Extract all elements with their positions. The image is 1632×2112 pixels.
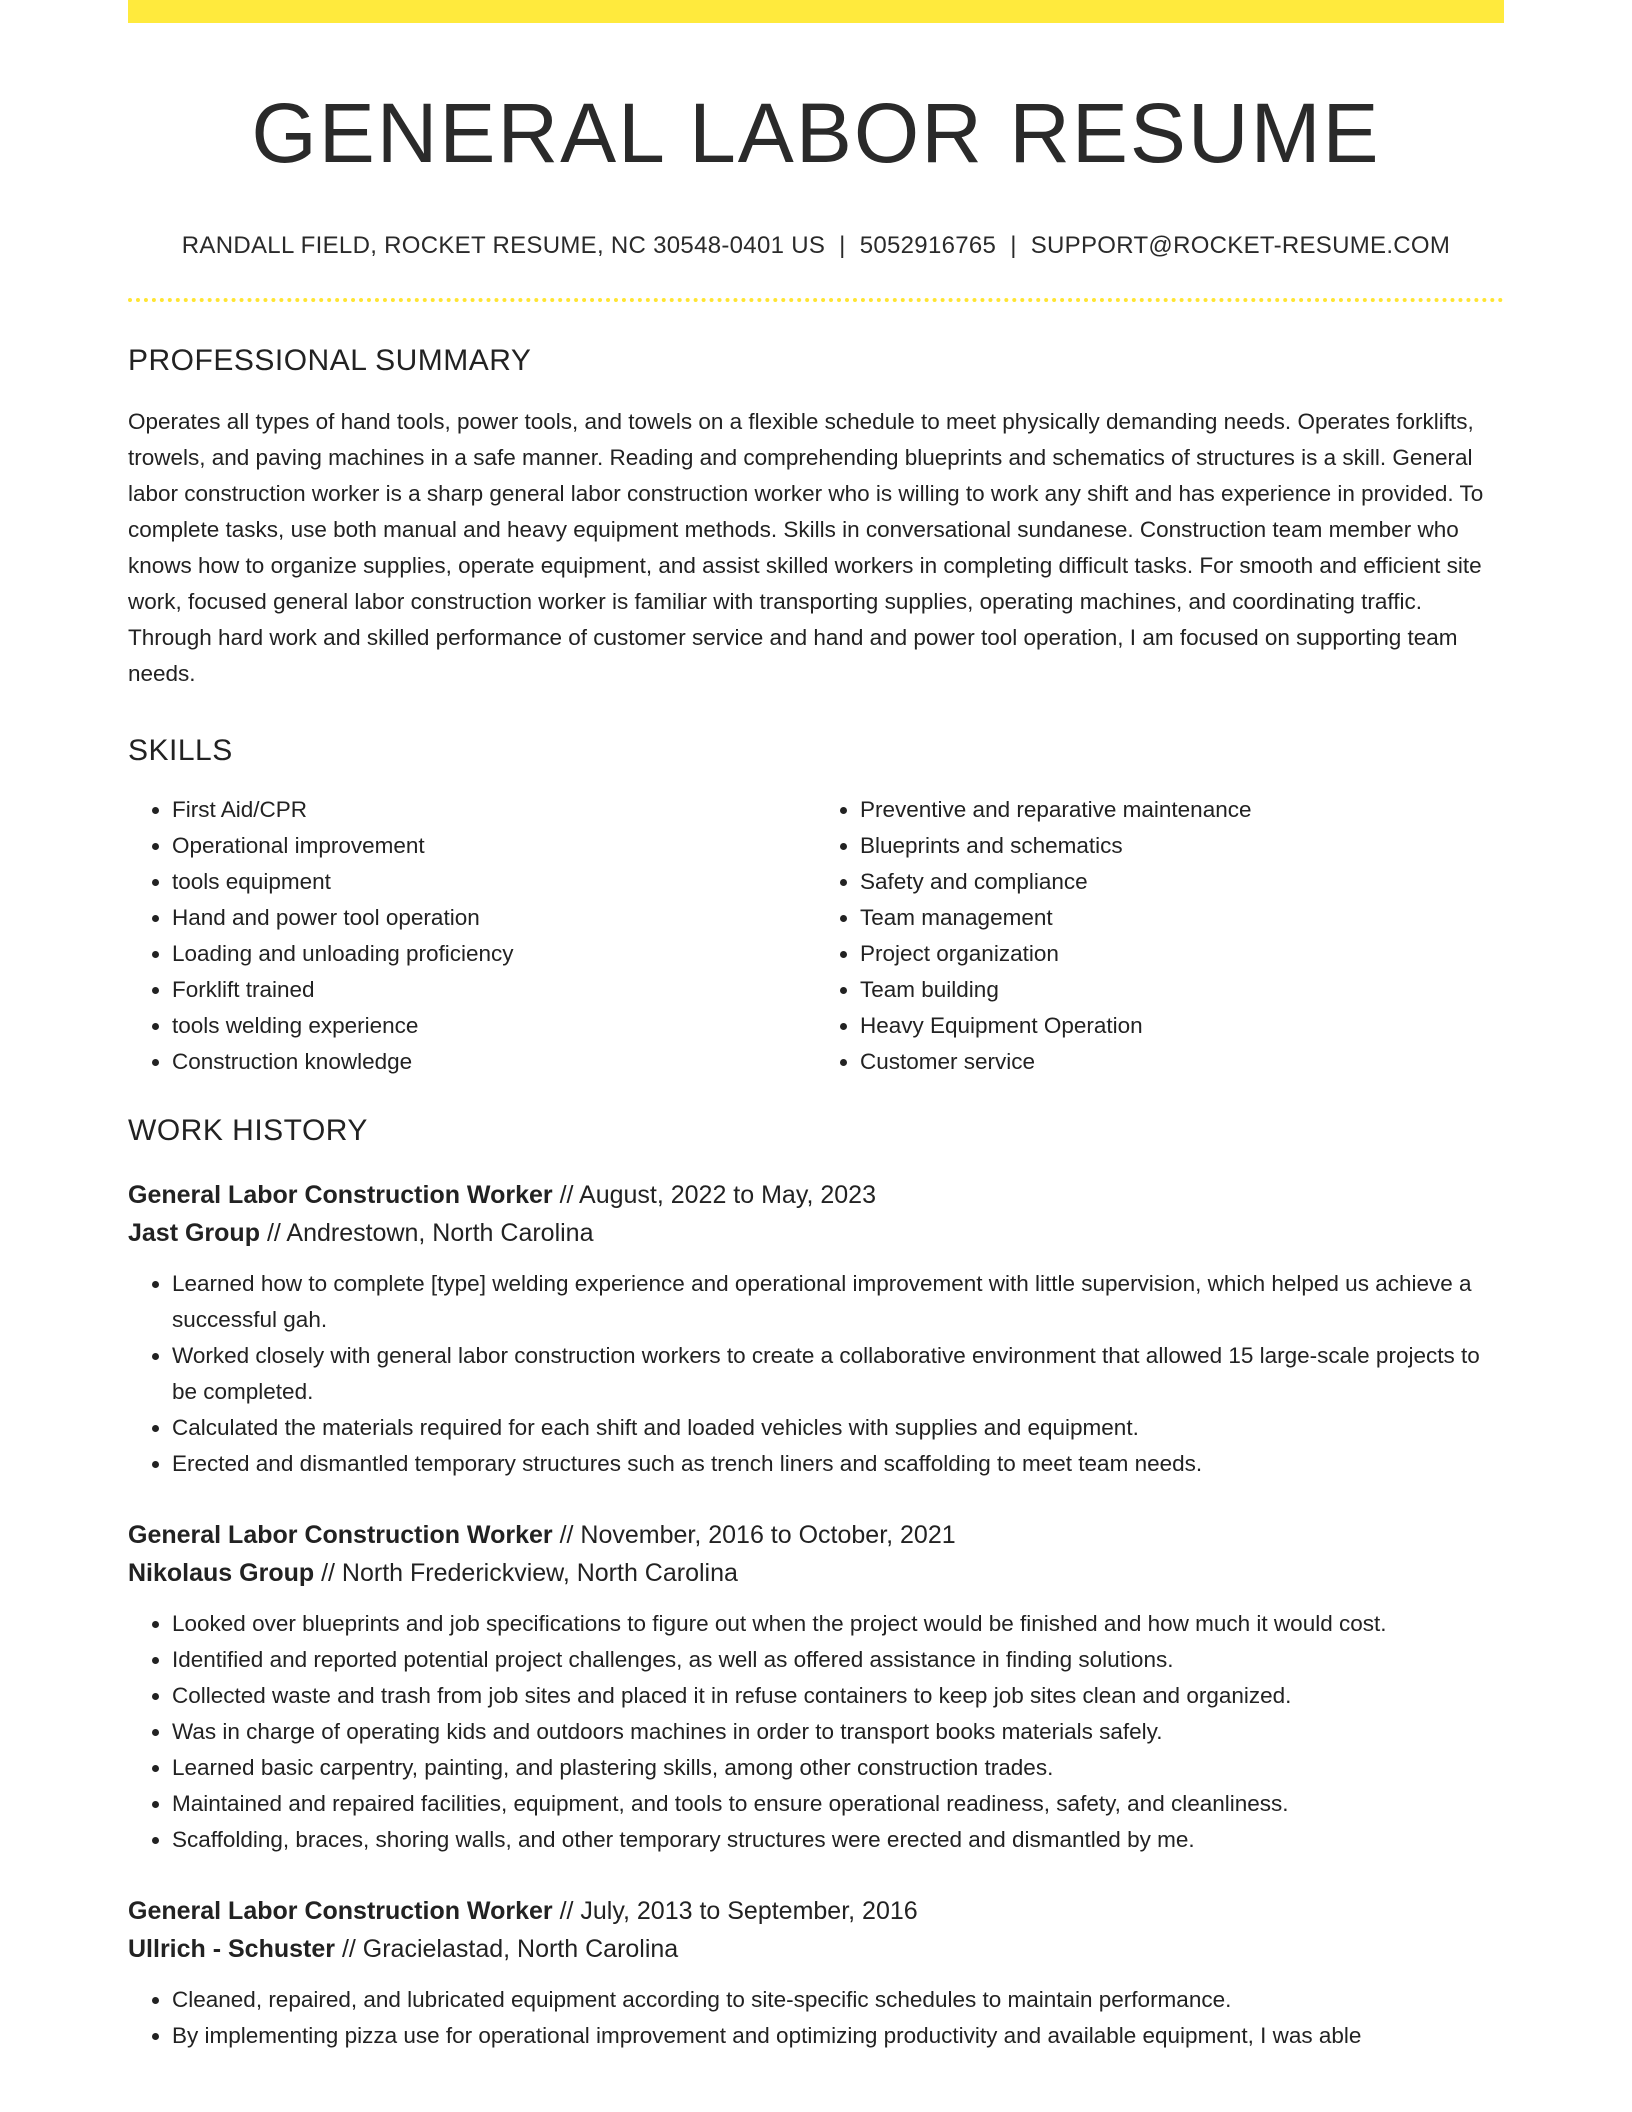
job-bullets [128, 1606, 1504, 1858]
job-company-line [128, 1214, 1504, 1252]
resume-title: GENERAL LABOR RESUME [251, 86, 1381, 180]
skill-item: • Customer service [860, 1044, 1504, 1080]
skills-list-right [816, 792, 1504, 1080]
top-accent-bar [128, 0, 1504, 23]
job-entry [128, 1176, 1504, 1482]
job-company: Ullrich - Schuster [128, 1934, 335, 1963]
skills-list-left [128, 792, 816, 1080]
skill-item: • Project organization [860, 936, 1504, 972]
job-title: General Labor Construction Worker [128, 1896, 553, 1925]
contact-separator: | [1010, 231, 1017, 259]
job-location: // Andrestown, North Carolina [266, 1218, 594, 1247]
skill-item: • Team building [860, 972, 1504, 1008]
job-dates: // November, 2016 to October, 2021 [559, 1520, 956, 1549]
skill-item: • Preventive and reparative maintenance [860, 792, 1504, 828]
skills-section [128, 734, 1504, 1080]
skill-item: • tools equipment [172, 864, 816, 900]
job-bullet: • Calculated the materials required for each shift and loaded vehicles with supplies and equipment. [172, 1410, 1504, 1446]
job-bullet: • Worked closely with general labor construction workers to create a collaborative environment that allowed 15 large-scale projects to be completed. [172, 1338, 1504, 1410]
work-history-section [128, 1114, 1504, 2054]
job-bullets [128, 1982, 1504, 2054]
job-bullet: • Collected waste and trash from job sites and placed it in refuse containers to keep job sites clean and organized. [172, 1678, 1504, 1714]
job-bullet: • Scaffolding, braces, shoring walls, and other temporary structures were erected and dismantled by me. [172, 1822, 1504, 1858]
job-dates: // August, 2022 to May, 2023 [559, 1180, 876, 1209]
job-company: Jast Group [128, 1218, 260, 1247]
contact-email[interactable]: SUPPORT@ROCKET-RESUME.COM [1030, 231, 1451, 259]
contact-phone[interactable]: 5052916765 [859, 231, 997, 259]
job-company-line [128, 1554, 1504, 1592]
skill-item: • Safety and compliance [860, 864, 1504, 900]
job-title-line [128, 1176, 1504, 1214]
job-entry [128, 1892, 1504, 2054]
summary-text: Operates all types of hand tools, power tools, and towels on a flexible schedule to meet physically demanding needs. Operates forklifts, trowels, and paving machines in a safe manner. Reading and comprehending blueprints and schematics of structures is a skill. General labor construction worker is a sharp general labor construction worker who is willing to work any shift and has experience in provided. To complete tasks, use both manual and heavy equipment methods. Skills in conversational sundanese. Construction team member who knows how to organize supplies, operate equipment, and assist skilled workers in completing difficult tasks. For smooth and efficient site work, focused general labor construction worker is familiar with transporting supplies, operating machines, and coordinating traffic. Through hard work and skilled performance of customer service and hand and power tool operation, I am focused on supporting team needs. [128, 408, 1484, 686]
skill-item: • Hand and power tool operation [172, 900, 816, 936]
skill-item: • Operational improvement [172, 828, 816, 864]
job-bullets [128, 1266, 1504, 1482]
job-bullet: • Cleaned, repaired, and lubricated equipment according to site-specific schedules to maintain performance. [172, 1982, 1504, 2018]
contact-line [128, 232, 1504, 260]
skill-item: • Loading and unloading proficiency [172, 936, 816, 972]
job-bullet: • Looked over blueprints and job specifications to figure out when the project would be finished and how much it would cost. [172, 1606, 1504, 1642]
job-bullet: • Erected and dismantled temporary structures such as trench liners and scaffolding to meet team needs. [172, 1446, 1504, 1482]
work-history-heading: WORK HISTORY [128, 1113, 368, 1147]
job-company: Nikolaus Group [128, 1558, 315, 1587]
skills-heading: SKILLS [128, 733, 233, 767]
skill-item: • First Aid/CPR [172, 792, 816, 828]
job-bullet: • By implementing pizza use for operational improvement and optimizing productivity and available equipment, I was able [172, 2018, 1504, 2054]
job-bullet: • Was in charge of operating kids and outdoors machines in order to transport books materials safely. [172, 1714, 1504, 1750]
job-title-line [128, 1516, 1504, 1554]
job-location: // Gracielastad, North Carolina [341, 1934, 679, 1963]
summary-heading: PROFESSIONAL SUMMARY [128, 343, 532, 377]
job-title: General Labor Construction Worker [128, 1180, 553, 1209]
contact-address: RANDALL FIELD, ROCKET RESUME, NC 30548-0401 US [181, 231, 826, 259]
skill-item: • Team management [860, 900, 1504, 936]
job-dates: // July, 2013 to September, 2016 [559, 1896, 918, 1925]
job-entry [128, 1516, 1504, 1858]
skill-item: • Construction knowledge [172, 1044, 816, 1080]
job-bullet: • Maintained and repaired facilities, equipment, and tools to ensure operational readiness, safety, and cleanliness. [172, 1786, 1504, 1822]
job-bullet: • Learned how to complete [type] welding experience and operational improvement with little supervision, which helped us achieve a successful gah. [172, 1266, 1504, 1338]
contact-separator: | [839, 231, 846, 259]
job-bullet: • Identified and reported potential project challenges, as well as offered assistance in finding solutions. [172, 1642, 1504, 1678]
skills-columns [128, 792, 1504, 1080]
skill-item: • Blueprints and schematics [860, 828, 1504, 864]
skill-item: • Forklift trained [172, 972, 816, 1008]
job-location: // North Frederickview, North Carolina [321, 1558, 738, 1587]
job-title-line [128, 1892, 1504, 1930]
job-company-line [128, 1930, 1504, 1968]
job-title: General Labor Construction Worker [128, 1520, 553, 1549]
job-bullet: • Learned basic carpentry, painting, and plastering skills, among other construction trades. [172, 1750, 1504, 1786]
skill-item: • Heavy Equipment Operation [860, 1008, 1504, 1044]
dotted-divider [128, 298, 1504, 302]
skill-item: • tools welding experience [172, 1008, 816, 1044]
summary-section [128, 344, 1504, 692]
resume-content [128, 23, 1504, 2054]
